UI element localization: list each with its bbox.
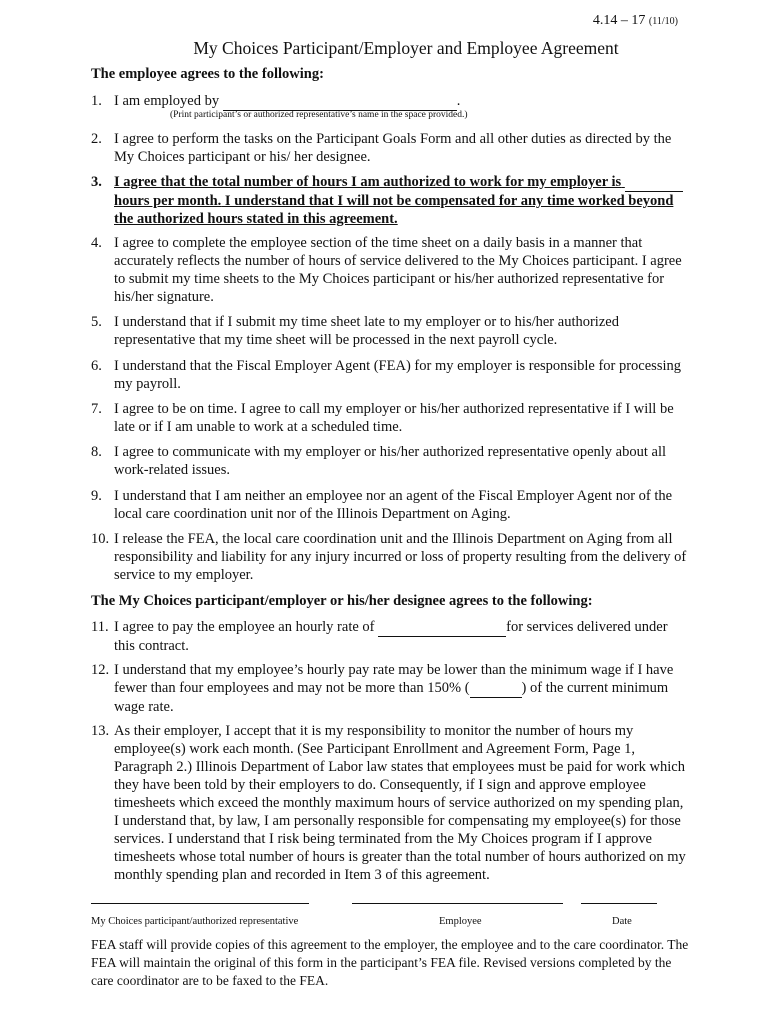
item-5-number: 5. [91,314,102,330]
form-number-text: 4.14 – 17 [592,13,646,28]
employer-name-field[interactable] [223,92,457,111]
wage-percent-field[interactable] [470,679,522,698]
authorized-hours-field[interactable] [625,173,683,192]
item-10-number: 10. [91,531,110,547]
item-7 [91,400,691,436]
page-title: My Choices Participant/Employer and Employee Agreement [193,38,619,58]
item-6-text: I understand that the Fiscal Employer Agent (FEA) for my employer is responsible for processing my payroll. [114,358,681,392]
item-4-number: 4. [91,235,102,251]
item-13 [91,722,691,884]
date-label: Date [612,916,632,927]
form-number [593,13,678,29]
item-10 [91,530,691,584]
item-9 [91,487,691,523]
item-11-part1: I agree to pay the employee an hourly rate of [114,619,375,635]
participant-signature-line[interactable] [91,903,309,904]
item-8-text: I agree to communicate with my employer or his/her authorized representative openly about all work-related issues. [114,444,667,478]
item-2 [91,130,691,166]
item-7-number: 7. [91,401,102,417]
item-1-note: (Print participant’s or authorized representative’s name in the space provided.) [170,110,468,120]
item-11-number: 11. [91,619,109,635]
item-6 [91,357,691,393]
item-12-part2: ) of the current minimum wage rate. [114,680,669,715]
employee-signature-label: Employee [439,916,482,927]
item-12-part1: I understand that my employee’s hourly pay rate may be lower than the minimum wage if I have fewer than four employees and may not be more than 150% ( [114,662,674,696]
item-9-text: I understand that I am neither an employee nor an agent of the Fiscal Employer Agent nor of the local care coordination unit nor of the Illinois Department on Aging. [114,488,673,522]
item-13-text: As their employer, I accept that it is my responsibility to monitor the number of hours my employee(s) work each month. (See Participant Enrollment and Agreement Form, Page 1, Paragraph 2.) Illinois Department of Labor law states that employees must be paid for work which they have been told by their employers to do. Consequently, if I sign and approve employee timesheets which exceed the monthly maximum hours of service authorized on my spending plan, I understand that, by law, I am personally responsible for compensating my employee(s) for those services. I understand that I risk being terminated from the My Choices program if I approve timesheets whose total number of hours is greater than the total number of hours authorized on my monthly spending plan and recorded in Item 3 of this agreement. [114,723,686,883]
item-7-text: I agree to be on time. I agree to call my employer or his/her authorized representative if I will be late or if I am unable to work at a scheduled time. [114,401,674,435]
date-line[interactable] [581,903,657,904]
item-2-number: 2. [91,131,102,147]
employee-heading: The employee agrees to the following: [91,66,324,82]
item-1-end: . [456,93,461,109]
item-12-number: 12. [91,662,110,678]
item-11-part2: for services delivered under this contract. [114,619,668,654]
hourly-rate-field[interactable] [378,618,506,637]
item-4 [91,234,691,306]
item-3 [91,173,691,228]
item-4-text: I agree to complete the employee section of the time sheet on a daily basis in a manner that accurately reflects the number of hours of service delivered to the My Choices participant. I agree to submit my time sheets to the My Choices participant or his/her authorized representative for his/her signature. [114,235,682,305]
item-3-part2: hours per month. [114,193,222,209]
item-3-part3: I understand that I will not be compensated for any time worked beyond the authorized hours stated in this agreement. [114,193,674,227]
item-6-number: 6. [91,358,102,374]
item-2-text: I agree to perform the tasks on the Participant Goals Form and all other duties as directed by the My Choices participant or his/ her designee. [114,131,672,165]
item-5-text: I understand that if I submit my time sheet late to my employer or to his/her authorized representative that my time sheet will be processed in the next payroll cycle. [114,314,619,348]
item-8-number: 8. [91,444,102,460]
footer-note: FEA staff will provide copies of this agreement to the employer, the employee and to the care coordinator. The FEA will maintain the original of this form in the participant’s FEA file. Revised versions completed by the care coordinator are to be faxed to the FEA. [91,937,689,988]
item-12 [91,661,691,716]
item-8 [91,443,691,479]
participant-heading: The My Choices participant/employer or his/her designee agrees to the following: [91,593,593,609]
item-10-text: I release the FEA, the local care coordination unit and the Illinois Department on Aging from all responsibility and liability for any injury incurred or loss of property resulting from the delivery of service to my employer. [114,531,687,583]
participant-signature-label: My Choices participant/authorized representative [91,916,299,927]
item-1 [91,92,691,111]
form-date: (11/10) [648,16,678,27]
employee-signature-line[interactable] [352,903,563,904]
item-11 [91,618,691,655]
item-13-number: 13. [91,723,110,739]
item-3-part1: I agree that the total number of hours I am authorized to work for my employer is [114,174,622,190]
item-1-text: I am employed by [114,93,220,109]
item-9-number: 9. [91,488,102,504]
item-3-number: 3. [91,174,102,190]
item-5 [91,313,691,349]
item-1-number: 1. [91,93,102,109]
